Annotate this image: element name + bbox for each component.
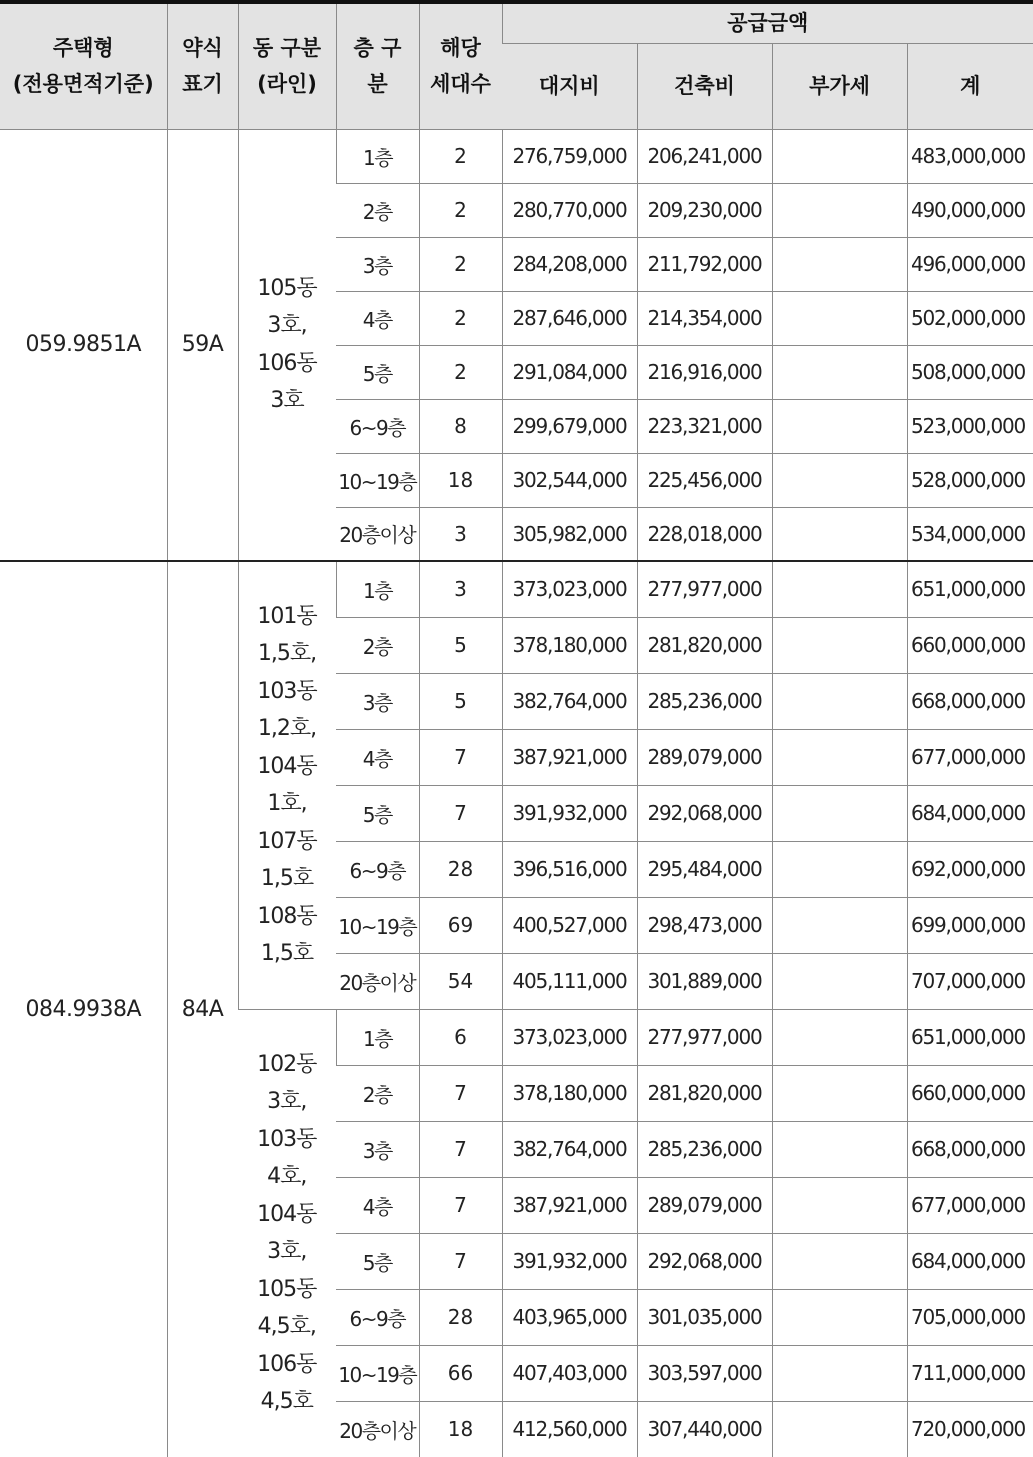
cell-vat: [772, 237, 907, 291]
cell-land-cost: 280,770,000: [502, 183, 637, 237]
cell-land-cost: 391,932,000: [502, 1233, 637, 1289]
header-building-cost: 건축비: [637, 43, 772, 129]
cell-units: 66: [419, 1345, 502, 1401]
dong-line: 105동: [257, 1276, 317, 1302]
cell-floor: 5층: [336, 1233, 419, 1289]
cell-building-cost: 303,597,000: [637, 1345, 772, 1401]
cell-floor: 10~19층: [336, 897, 419, 953]
cell-vat: [772, 673, 907, 729]
cell-units: 2: [419, 237, 502, 291]
cell-land-cost: 387,921,000: [502, 1177, 637, 1233]
header-total: 계: [907, 43, 1033, 129]
cell-vat: [772, 617, 907, 673]
cell-units: 7: [419, 1177, 502, 1233]
cell-building-cost: 298,473,000: [637, 897, 772, 953]
cell-building-cost: 289,079,000: [637, 1177, 772, 1233]
cell-total: 502,000,000: [907, 291, 1033, 345]
cell-floor: 4층: [336, 291, 419, 345]
cell-floor: 3층: [336, 237, 419, 291]
cell-units: 7: [419, 1233, 502, 1289]
cell-units: 18: [419, 1401, 502, 1457]
dong-line: 107동: [257, 828, 317, 854]
cell-floor: 10~19층: [336, 1345, 419, 1401]
cell-floor: 2층: [336, 617, 419, 673]
cell-vat: [772, 561, 907, 617]
cell-vat: [772, 1177, 907, 1233]
cell-total: 684,000,000: [907, 785, 1033, 841]
cell-units: 2: [419, 345, 502, 399]
cell-total: 496,000,000: [907, 237, 1033, 291]
header-house-type-line1: 주택형: [52, 36, 114, 61]
cell-vat: [772, 1401, 907, 1457]
cell-units: 5: [419, 673, 502, 729]
cell-building-cost: 301,035,000: [637, 1289, 772, 1345]
cell-land-cost: 391,932,000: [502, 785, 637, 841]
dong-line: 1,5호,: [257, 641, 317, 667]
cell-land-cost: 284,208,000: [502, 237, 637, 291]
cell-floor: 20층이상: [336, 953, 419, 1009]
dong-line: 3호,: [267, 313, 307, 339]
dong-line: 103동: [257, 678, 317, 704]
cell-land-cost: 299,679,000: [502, 399, 637, 453]
cell-building-cost: 289,079,000: [637, 729, 772, 785]
cell-vat: [772, 183, 907, 237]
cell-floor: 20층이상: [336, 507, 419, 561]
header-house-type: [0, 4, 167, 129]
cell-house-type: 059.9851A: [0, 129, 167, 561]
cell-floor: 6~9층: [336, 841, 419, 897]
cell-building-cost: 295,484,000: [637, 841, 772, 897]
cell-land-cost: 287,646,000: [502, 291, 637, 345]
cell-floor: 3층: [336, 1121, 419, 1177]
cell-units: 28: [419, 1289, 502, 1345]
header-abbr-line2: 표기: [182, 72, 223, 97]
cell-building-cost: 228,018,000: [637, 507, 772, 561]
header-dong-line2: (라인): [257, 72, 317, 97]
dong-line: 104동: [257, 753, 317, 779]
cell-land-cost: 382,764,000: [502, 673, 637, 729]
cell-vat: [772, 129, 907, 183]
dong-line: 105동: [257, 275, 317, 301]
cell-units: 54: [419, 953, 502, 1009]
cell-total: 490,000,000: [907, 183, 1033, 237]
cell-total: 705,000,000: [907, 1289, 1033, 1345]
cell-total: 523,000,000: [907, 399, 1033, 453]
cell-dong-lines: [238, 561, 336, 1009]
cell-units: 2: [419, 183, 502, 237]
cell-building-cost: 307,440,000: [637, 1401, 772, 1457]
cell-floor: 5층: [336, 345, 419, 399]
cell-total: 668,000,000: [907, 1121, 1033, 1177]
cell-units: 69: [419, 897, 502, 953]
header-land-cost: 대지비: [502, 43, 637, 129]
cell-land-cost: 403,965,000: [502, 1289, 637, 1345]
dong-line: 4,5호: [260, 1389, 313, 1415]
cell-building-cost: 277,977,000: [637, 561, 772, 617]
cell-total: 677,000,000: [907, 1177, 1033, 1233]
cell-building-cost: 292,068,000: [637, 785, 772, 841]
cell-floor: 4층: [336, 1177, 419, 1233]
cell-building-cost: 281,820,000: [637, 1065, 772, 1121]
cell-units: 18: [419, 453, 502, 507]
cell-total: 711,000,000: [907, 1345, 1033, 1401]
cell-building-cost: 281,820,000: [637, 617, 772, 673]
cell-total: 483,000,000: [907, 129, 1033, 183]
table-body: [0, 129, 1033, 1457]
cell-total: 651,000,000: [907, 561, 1033, 617]
cell-units: 3: [419, 561, 502, 617]
cell-building-cost: 223,321,000: [637, 399, 772, 453]
cell-dong-lines: [238, 129, 336, 561]
cell-units: 7: [419, 729, 502, 785]
cell-floor: 2층: [336, 1065, 419, 1121]
cell-total: 699,000,000: [907, 897, 1033, 953]
cell-floor: 1층: [336, 129, 419, 183]
cell-total: 528,000,000: [907, 453, 1033, 507]
cell-land-cost: 396,516,000: [502, 841, 637, 897]
cell-total: 684,000,000: [907, 1233, 1033, 1289]
cell-land-cost: 291,084,000: [502, 345, 637, 399]
cell-building-cost: 206,241,000: [637, 129, 772, 183]
cell-land-cost: 407,403,000: [502, 1345, 637, 1401]
dong-line: 3호,: [267, 1239, 307, 1265]
cell-vat: [772, 1009, 907, 1065]
cell-vat: [772, 1345, 907, 1401]
cell-floor: 6~9층: [336, 399, 419, 453]
cell-floor: 20층이상: [336, 1401, 419, 1457]
table-row: [0, 129, 1033, 183]
supply-price-table: [0, 4, 1033, 1457]
cell-total: 677,000,000: [907, 729, 1033, 785]
cell-vat: [772, 1121, 907, 1177]
cell-vat: [772, 897, 907, 953]
header-abbr-line1: 약식: [182, 36, 223, 61]
cell-building-cost: 277,977,000: [637, 1009, 772, 1065]
dong-line: 3호: [270, 388, 304, 414]
cell-vat: [772, 1065, 907, 1121]
header-house-type-line2: (전용면적기준): [12, 72, 154, 97]
header-abbr: [167, 4, 238, 129]
cell-building-cost: 285,236,000: [637, 673, 772, 729]
cell-units: 2: [419, 129, 502, 183]
dong-line: 106동: [257, 350, 317, 376]
cell-abbr: 59A: [167, 129, 238, 561]
dong-line: 102동: [257, 1051, 317, 1077]
cell-building-cost: 214,354,000: [637, 291, 772, 345]
cell-house-type: 084.9938A: [0, 561, 167, 1457]
cell-units: 8: [419, 399, 502, 453]
cell-total: 660,000,000: [907, 617, 1033, 673]
dong-line: 108동: [257, 903, 317, 929]
cell-floor: 10~19층: [336, 453, 419, 507]
cell-building-cost: 292,068,000: [637, 1233, 772, 1289]
cell-vat: [772, 1233, 907, 1289]
cell-total: 720,000,000: [907, 1401, 1033, 1457]
cell-land-cost: 373,023,000: [502, 561, 637, 617]
cell-total: 534,000,000: [907, 507, 1033, 561]
dong-line: 4,5호,: [257, 1314, 316, 1340]
cell-units: 2: [419, 291, 502, 345]
cell-land-cost: 400,527,000: [502, 897, 637, 953]
cell-abbr: 84A: [167, 561, 238, 1457]
header-floor: [336, 4, 419, 129]
dong-line: 101동: [257, 603, 317, 629]
cell-vat: [772, 1289, 907, 1345]
cell-land-cost: 305,982,000: [502, 507, 637, 561]
cell-vat: [772, 345, 907, 399]
cell-floor: 3층: [336, 673, 419, 729]
dong-line: 103동: [257, 1126, 317, 1152]
cell-units: 7: [419, 1121, 502, 1177]
dong-line: 3호,: [267, 1089, 307, 1115]
cell-floor: 5층: [336, 785, 419, 841]
cell-building-cost: 211,792,000: [637, 237, 772, 291]
table-row: [0, 561, 1033, 617]
header-vat: 부가세: [772, 43, 907, 129]
cell-total: 707,000,000: [907, 953, 1033, 1009]
header-floor-line2: 분: [367, 72, 388, 97]
cell-vat: [772, 953, 907, 1009]
cell-floor: 6~9층: [336, 1289, 419, 1345]
cell-total: 668,000,000: [907, 673, 1033, 729]
cell-vat: [772, 729, 907, 785]
cell-dong-lines: [238, 1009, 336, 1457]
cell-floor: 1층: [336, 561, 419, 617]
header-units-line1: 해당: [440, 36, 481, 61]
cell-total: 660,000,000: [907, 1065, 1033, 1121]
cell-units: 3: [419, 507, 502, 561]
header-supply-price: 공급금액: [502, 4, 1033, 43]
cell-units: 6: [419, 1009, 502, 1065]
cell-vat: [772, 291, 907, 345]
cell-units: 7: [419, 1065, 502, 1121]
header-dong: [238, 4, 336, 129]
cell-total: 692,000,000: [907, 841, 1033, 897]
cell-units: 5: [419, 617, 502, 673]
cell-land-cost: 382,764,000: [502, 1121, 637, 1177]
cell-building-cost: 216,916,000: [637, 345, 772, 399]
cell-land-cost: 387,921,000: [502, 729, 637, 785]
header-floor-line1: 층 구: [353, 36, 402, 61]
dong-line: 4호,: [267, 1164, 307, 1190]
cell-land-cost: 378,180,000: [502, 1065, 637, 1121]
cell-vat: [772, 399, 907, 453]
cell-land-cost: 276,759,000: [502, 129, 637, 183]
dong-line: 106동: [257, 1351, 317, 1377]
cell-total: 508,000,000: [907, 345, 1033, 399]
cell-vat: [772, 453, 907, 507]
dong-line: 1,5호: [260, 866, 314, 892]
header-dong-line1: 동 구분: [252, 36, 322, 61]
cell-building-cost: 209,230,000: [637, 183, 772, 237]
cell-units: 7: [419, 785, 502, 841]
cell-building-cost: 225,456,000: [637, 453, 772, 507]
cell-vat: [772, 507, 907, 561]
cell-land-cost: 412,560,000: [502, 1401, 637, 1457]
cell-vat: [772, 785, 907, 841]
dong-line: 104동: [257, 1201, 317, 1227]
cell-land-cost: 405,111,000: [502, 953, 637, 1009]
table-header: [0, 4, 1033, 129]
dong-line: 1호,: [267, 791, 307, 817]
cell-land-cost: 378,180,000: [502, 617, 637, 673]
cell-units: 28: [419, 841, 502, 897]
cell-floor: 2층: [336, 183, 419, 237]
cell-building-cost: 285,236,000: [637, 1121, 772, 1177]
cell-floor: 4층: [336, 729, 419, 785]
cell-total: 651,000,000: [907, 1009, 1033, 1065]
header-units-line2: 세대수: [430, 72, 491, 97]
cell-land-cost: 302,544,000: [502, 453, 637, 507]
cell-vat: [772, 841, 907, 897]
cell-building-cost: 301,889,000: [637, 953, 772, 1009]
header-units: [419, 4, 502, 129]
cell-land-cost: 373,023,000: [502, 1009, 637, 1065]
dong-line: 1,2호,: [257, 716, 317, 742]
dong-line: 1,5호: [260, 941, 314, 967]
cell-floor: 1층: [336, 1009, 419, 1065]
